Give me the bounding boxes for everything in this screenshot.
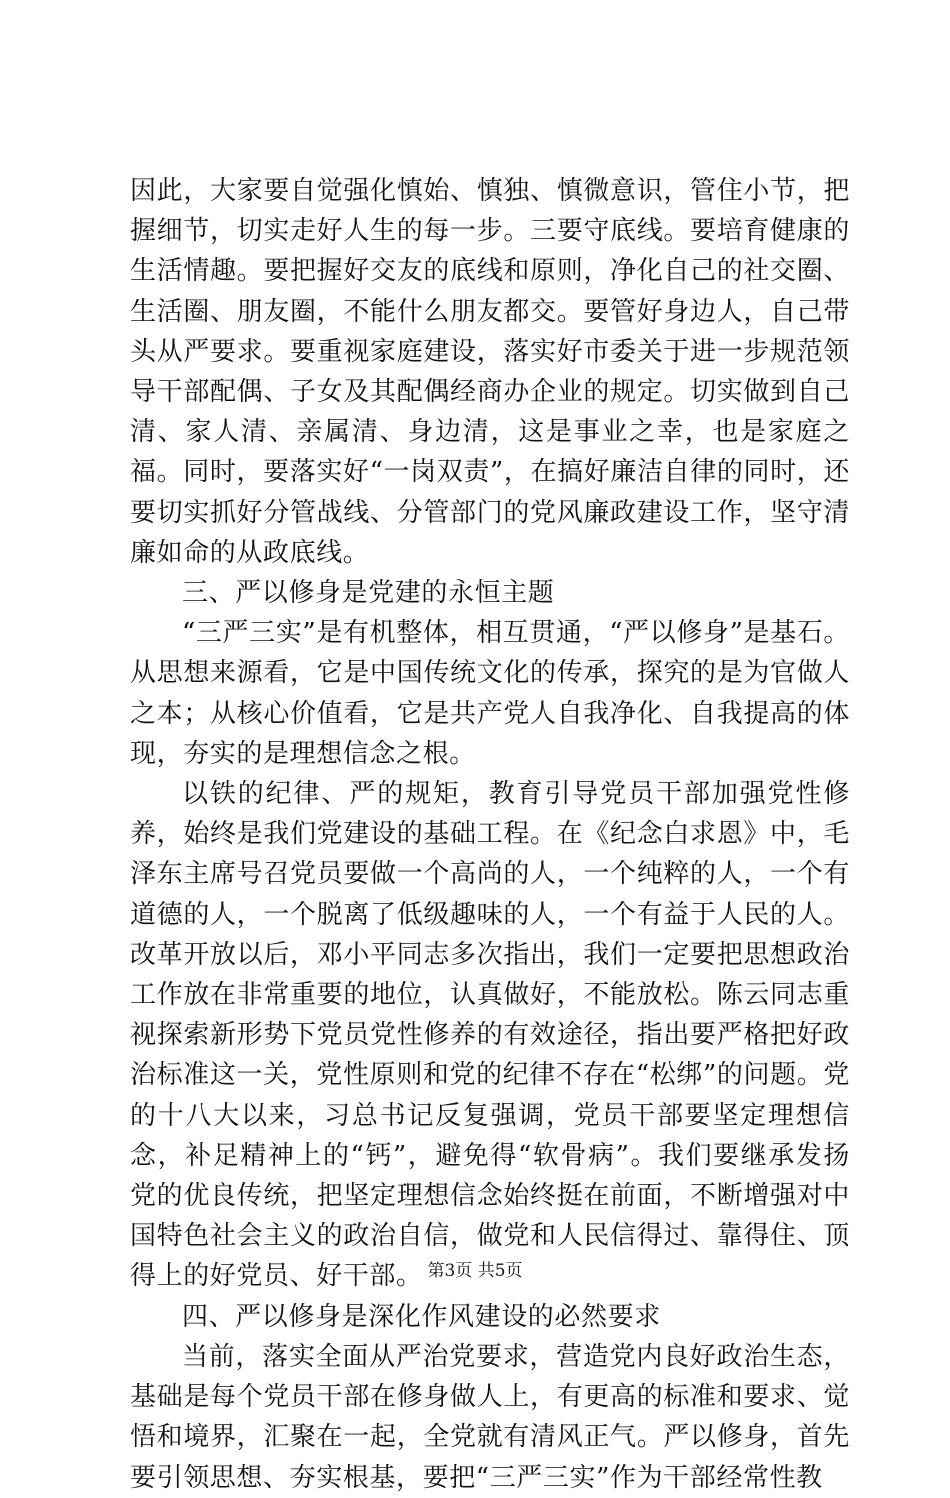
paragraph-continuation: 因此，大家要自觉强化慎始、慎独、慎微意识，管住小节，把握细节，切实走好人生的每一步。三要守底线。要培育健康的生活情趣。要把握好交友的底线和原则，净化自己的社交圈、生活圈、朋友圈，不能什么朋友都交。要管好身边人，自己带头从严要求。要重视家庭建设，落实好市委关于进一步规范领导干部配偶、子女及其配偶经商办企业的规定。切实做到自己清、家人清、亲属清、身边清，这是事业之幸，也是家庭之福。同时，要落实好“一岗双责”，在搞好廉洁自律的同时，还要切实抓好分管战线、分管部门的党风廉政建设工作，坚守清廉如命的从政底线。 bbox=[130, 176, 850, 568]
section-heading-4: 四、严以修身是深化作风建设的必然要求 bbox=[182, 1301, 661, 1332]
section-heading-3: 三、严以修身是党建的永恒主题 bbox=[182, 578, 555, 609]
document-body bbox=[130, 171, 850, 1498]
paragraph-three-strict: “三严三实”是有机整体，相互贯通，“严以修身”是基石。从思想来源看，它是中国传统文化的传承，探究的是为官做人之本；从核心价值看，它是共产党人自我净化、自我提高的体现，夯实的是理想信念之根。 bbox=[130, 618, 850, 769]
paragraph-party-discipline: 以铁的纪律、严的规矩，教育引导党员干部加强党性修养，始终是我们党建设的基础工程。在《纪念白求恩》中，毛泽东主席号召党员要做一个高尚的人，一个纯粹的人，一个有道德的人，一个脱离了低级趣味的人，一个有益于人民的人。改革开放以后，邓小平同志多次指出，我们一定要把思想政治工作放在非常重要的地位，认真做好，不能放松。陈云同志重视探索新形势下党员党性修养的有效途径，指出要严格把好政治标准这一关，党性原则和党的纪律不存在“松绑”的问题。党的十八大以来，习总书记反复强调，党员干部要坚定理想信念，补足精神上的“钙”，避免得“软骨病”。我们要继承发扬党的优良传统，把坚定理想信念始终挺在前面，不断增强对中国特色社会主义的政治自信，做党和人民信得过、靠得住、顶得上的好党员、好干部。 bbox=[130, 779, 850, 1292]
paragraph-current-requirements: 当前，落实全面从严治党要求，营造党内良好政治生态，基础是每个党员干部在修身做人上，有更高的标准和要求、觉悟和境界，汇聚在一起，全党就有清风正气。严以修身，首先要引领思想、夯实根基，要把“三严三实”作为干部经常性教 bbox=[130, 1341, 850, 1493]
page-footer: 第3页 共5页 bbox=[427, 1261, 523, 1281]
